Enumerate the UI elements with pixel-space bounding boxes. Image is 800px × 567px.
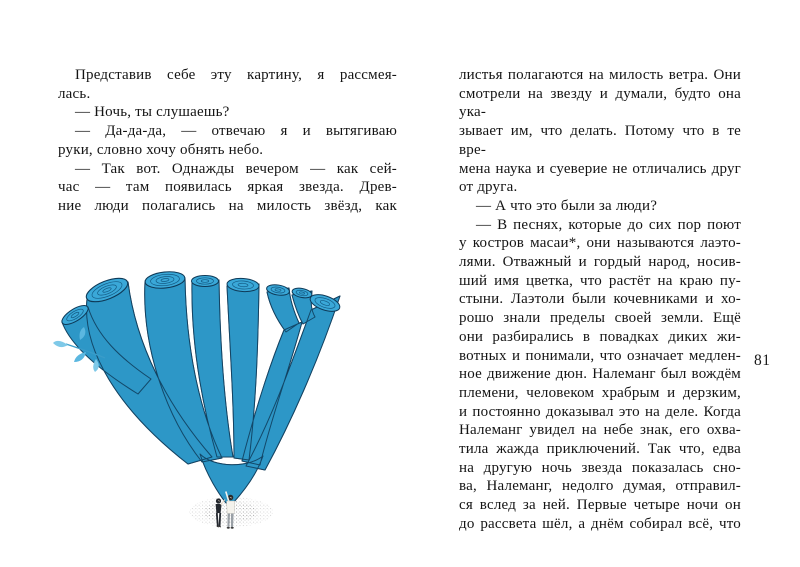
text-line: у костров масаи*, они называются лаэто- [459,235,741,252]
text-line: стыни. Лаэтоли были кочевниками и хо- [459,291,741,308]
text-line: на другую ночь звезда показалась сно- [459,459,741,476]
text-line: племени, человеком храбрым и дерзким, [459,384,741,401]
text-line: от друга. [459,179,518,196]
text-line: — Так вот. Однажды вечером — как сей- [75,160,397,177]
text-line: ное движение дюн. Налеманг был вождём [459,366,741,383]
text-line: рошо знали пределы своей земли. Ещё [459,310,741,327]
right-page-text [459,66,741,534]
text-line: лями. Отважный и гордый народ, носив- [459,254,741,271]
text-line: Налеманг увидел на небе знак, его охва- [459,422,741,439]
text-line: ва, Налеманг, недолго думая, отправил- [459,478,741,495]
text-line: ся вслед за ней. Первые четыре ночи он [459,497,741,514]
text-line: зывает им, что делать. Потому что в те вре- [459,123,741,158]
text-line: тила жажда приключений. Так что, едва [459,441,741,458]
page-number: 81 [754,352,771,369]
text-line: вотных и понимали, что означает медлен- [459,347,741,364]
bark-texture [62,278,340,503]
text-line: ший имя цветка, что растёт на краю пу- [459,272,741,289]
text-line: они разбирались в повадках диких жи- [459,328,741,345]
text-line: — А что это были за люди? [476,197,658,214]
text-line: лась. [58,85,91,102]
text-line: ние люди полагались на милость звёзд, как [58,197,397,214]
text-line: листья полагаются на милость ветра. Они [459,67,741,83]
text-line: смотрели на звезду и думали, будто она ука- [459,85,741,121]
text-line: — Да-да-да, — отвечаю я и вытягиваю [75,123,397,140]
text-line: до рассвета шёл, а днём собирал всё, что [459,515,741,532]
text-line: час — там появилась яркая звезда. Древ- [58,179,397,196]
text-line: — В песнях, которые до сих пор поют [476,216,741,233]
tree-branches [62,278,340,503]
left-page-text [58,66,397,216]
text-line: руки, словно хочу обнять небо. [58,141,264,158]
text-line: — Ночь, ты слушаешь? [75,104,230,121]
text-line: Представив себе эту картину, я рассмея- [75,67,397,83]
text-line: мена наука и суеверие не отличались друг [459,160,741,177]
tree-illustration [52,256,372,552]
text-line: и постоянно доказывал это на деле. Когда [459,403,741,420]
